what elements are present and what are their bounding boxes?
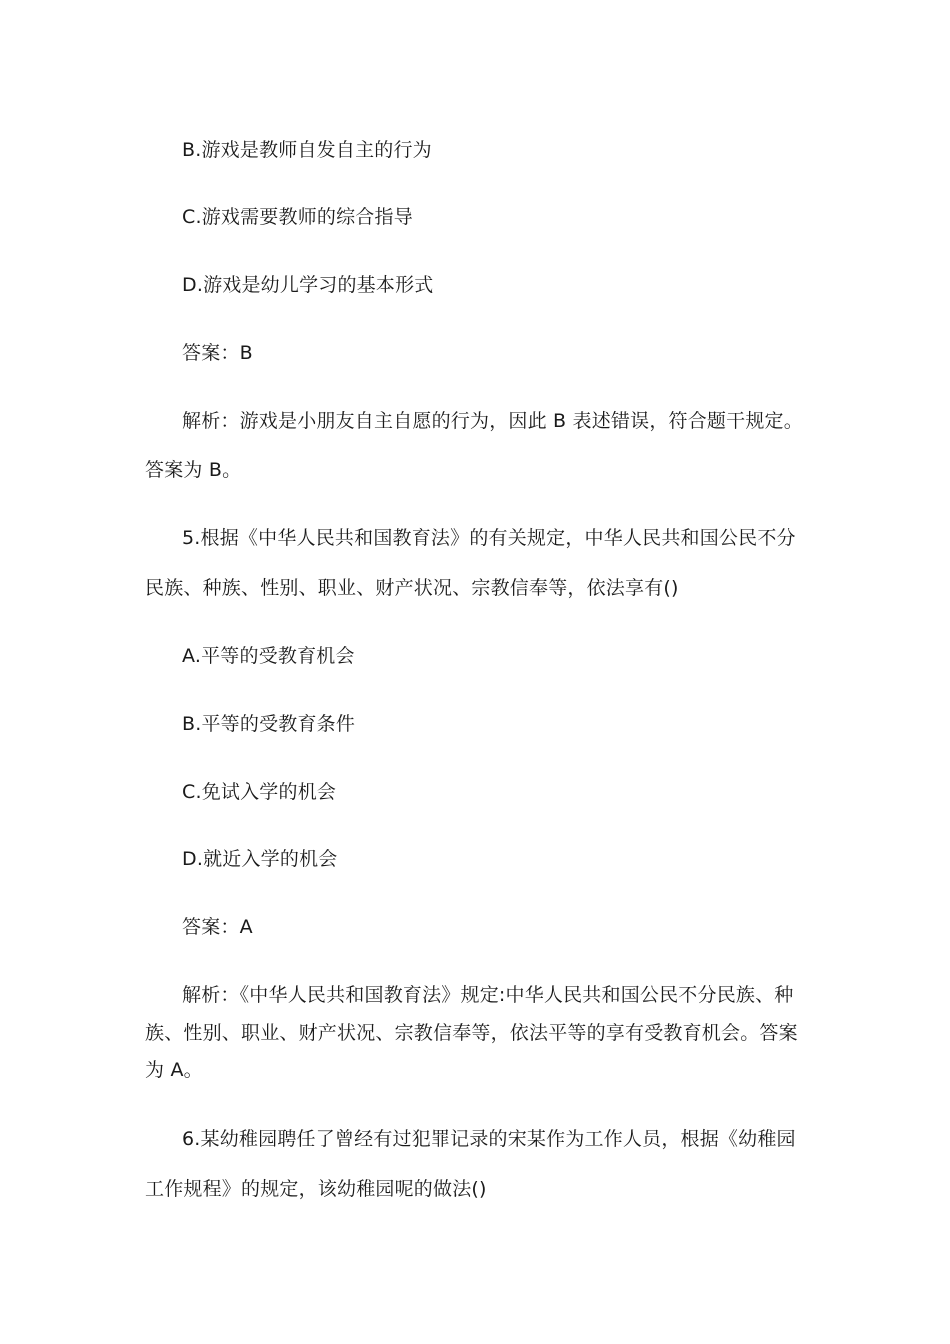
q5-option-b: B.平等的受教育条件 [182, 713, 356, 735]
q5-stem-line-2: 民族、种族、性别、职业、财产状况、宗教信奉等，依法享有() [145, 577, 679, 599]
q4-analysis-line-1: 解析：游戏是小朋友自主自愿的行为，因此 B 表述错误，符合题干规定。 [182, 410, 803, 432]
q4-answer: 答案：B [182, 342, 253, 364]
q5-analysis-line-1: 解析：《中华人民共和国教育法》规定:中华人民共和国公民不分民族、种 [182, 984, 794, 1006]
q4-option-c: C.游戏需要教师的综合指导 [182, 206, 413, 228]
q6-stem-line-1: 6.某幼稚园聘任了曾经有过犯罪记录的宋某作为工作人员，根据《幼稚园 [182, 1128, 796, 1150]
q6-stem-line-2: 工作规程》的规定，该幼稚园呢的做法() [145, 1178, 487, 1200]
q4-option-b: B.游戏是教师自发自主的行为 [182, 139, 432, 161]
q5-option-c: C.免试入学的机会 [182, 781, 337, 803]
q5-answer: 答案：A [182, 916, 253, 938]
q5-analysis-line-2: 族、性别、职业、财产状况、宗教信奉等，依法平等的享有受教育机会。答案 [145, 1022, 798, 1044]
q5-option-d: D.就近入学的机会 [182, 848, 338, 870]
q5-option-a: A.平等的受教育机会 [182, 645, 355, 667]
q4-analysis-line-2: 答案为 B。 [145, 459, 242, 481]
q4-option-d: D.游戏是幼儿学习的基本形式 [182, 274, 434, 296]
q5-analysis-line-3: 为 A。 [145, 1059, 203, 1081]
q5-stem-line-1: 5.根据《中华人民共和国教育法》的有关规定，中华人民共和国公民不分 [182, 527, 796, 549]
